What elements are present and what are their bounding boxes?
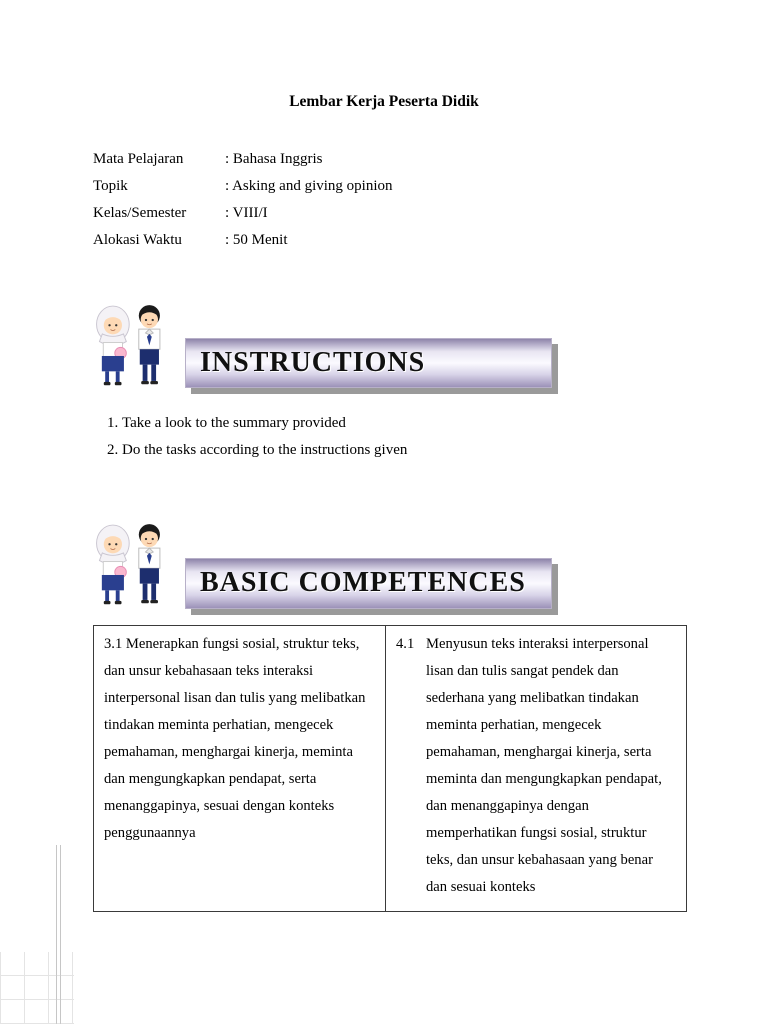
competence-number: 3.1 xyxy=(104,636,123,652)
meta-row-time xyxy=(93,227,393,254)
meta-value: : VIII/I xyxy=(225,205,268,221)
boy-student-icon xyxy=(139,305,160,384)
meta-label: Kelas/Semester xyxy=(93,205,187,221)
competence-number: 4.1 xyxy=(396,636,415,652)
competence-cell-left xyxy=(94,626,386,911)
basic-competences-banner-label: BASIC COMPETENCES xyxy=(200,567,526,598)
meta-value: : Asking and giving opinion xyxy=(225,178,393,194)
meta-label: Alokasi Waktu xyxy=(93,232,182,248)
meta-value: : 50 Menit xyxy=(225,232,288,248)
students-illustration-svg xyxy=(86,295,182,392)
page-title: Lembar Kerja Peserta Didik xyxy=(289,93,479,110)
meta-row-topic xyxy=(93,173,393,200)
scan-artifact-grid xyxy=(0,952,74,1024)
instructions-banner-label: INSTRUCTIONS xyxy=(200,347,426,378)
girl-student-icon xyxy=(97,306,130,385)
instructions-list xyxy=(96,410,642,464)
boy-student-icon xyxy=(139,524,160,603)
instruction-item: 1. Take a look to the summary provided xyxy=(122,410,642,437)
basic-competences-banner xyxy=(185,558,552,609)
competences-table xyxy=(93,625,687,912)
competence-text: Menerapkan fungsi sosial, struktur teks, dan unsur kebahasaan teks interaksi interpersonal lisan dan tulis yang melibatkan tindakan meminta perhatian, mengecek pemahaman, menghargai kinerja, meminta dan mengungkapkan pendapat, serta menanggapinya, sesuai dengan konteks penggunaannya xyxy=(104,636,366,841)
students-illustration xyxy=(86,295,182,392)
competence-cell-right xyxy=(386,626,686,911)
competence-text: Menyusun teks interaksi interpersonal lisan dan tulis sangat pendek dan sederhana yang melibatkan tindakan meminta perhatian, mengecek pemahaman, menghargai kinerja, serta meminta dan mengungkapkan pendapat, dan menanggapinya dengan memperhatikan fungsi sosial, struktur teks, dan unsur kebahasaan yang benar dan sesuai konteks xyxy=(426,636,662,895)
metadata-block xyxy=(93,146,393,254)
girl-student-icon xyxy=(97,525,130,604)
instructions-banner xyxy=(185,338,552,388)
meta-label: Topik xyxy=(93,178,128,194)
meta-row-class xyxy=(93,200,393,227)
students-illustration xyxy=(86,514,182,611)
instruction-item: 2. Do the tasks according to the instructions given xyxy=(122,437,642,464)
meta-row-subject xyxy=(93,146,393,173)
meta-label: Mata Pelajaran xyxy=(93,151,184,167)
meta-value: : Bahasa Inggris xyxy=(225,151,323,167)
students-illustration-svg xyxy=(86,514,182,611)
